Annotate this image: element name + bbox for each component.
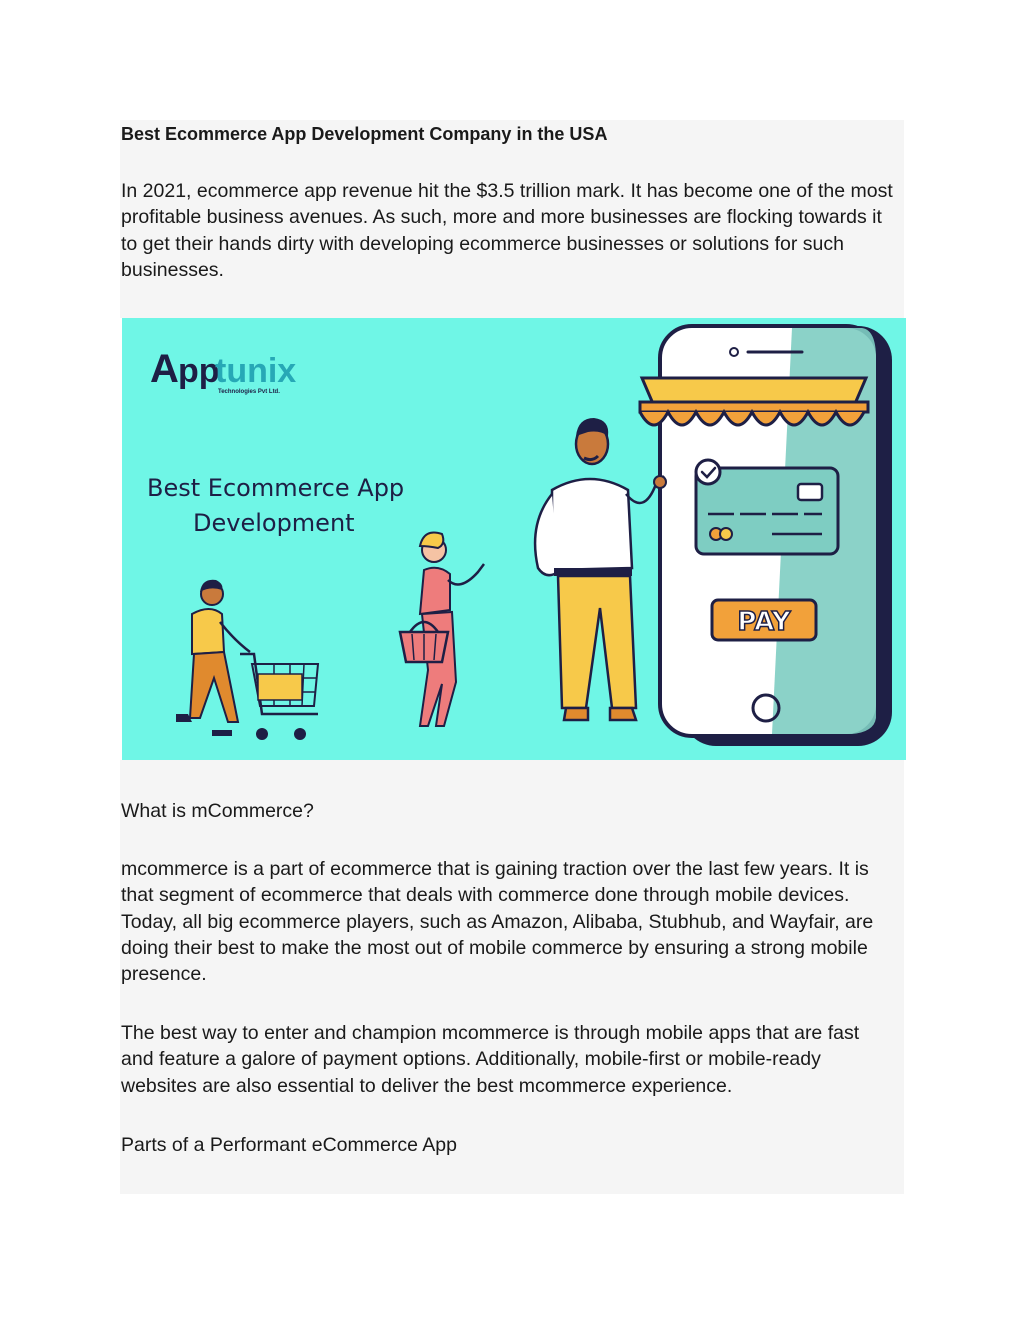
hero-headline-line1: Best Ecommerce App: [147, 474, 405, 502]
section-heading-parts: Parts of a Performant eCommerce App: [121, 1134, 457, 1156]
content-section: [120, 760, 904, 1194]
pay-label: PAY: [737, 607, 791, 637]
logo-text-pp: pp: [178, 352, 220, 390]
hero-headline-line2: Development: [193, 509, 355, 537]
woman-illustration: [400, 533, 484, 727]
phone-illustration: [640, 326, 892, 746]
intro-paragraph: In 2021, ecommerce app revenue hit the $3.5 trillion mark. It has become one of the most profitable business avenues. As such, more and more businesses are flocking towards it to get their hands dirty with developing ecommerce businesses or solutions for such businesses.: [121, 180, 893, 281]
boy-illustration: [176, 580, 250, 736]
mcommerce-paragraph: mcommerce is a part of ecommerce that is gaining traction over the last few years. It is that segment of ecommerce that deals with commerce done through mobile devices. Today, all big ecommerce players, such as Amazon, Alibaba, Stubhub, and Wayfair, are doing their best to make the most out of mobile commerce by ensuring a strong mobile presence.: [121, 858, 874, 986]
man-illustration: [535, 418, 666, 720]
credit-card: [696, 460, 838, 554]
shop-awning: [640, 378, 868, 425]
best-way-paragraph: The best way to enter and champion mcommerce is through mobile apps that are fast and feature a galore of payment options. Additionally, mobile-first or mobile-ready websites are also essential to deliver the best mcommerce experience.: [121, 1022, 860, 1097]
shopping-cart-icon: [240, 654, 318, 740]
apptunix-logo: [150, 347, 296, 395]
hero-illustration: [122, 318, 906, 760]
page-title: Best Ecommerce App Development Company in the USA: [121, 124, 608, 144]
logo-tagline: Technologies Pvt Ltd.: [218, 389, 280, 395]
section-heading-mcommerce: What is mCommerce?: [121, 800, 314, 822]
hero-image: [122, 318, 906, 760]
logo-letter-a: A: [150, 347, 179, 391]
pay-button-illustration: [712, 600, 816, 640]
intro-section: [120, 120, 904, 318]
logo-text-tunix: tunix: [215, 352, 297, 390]
